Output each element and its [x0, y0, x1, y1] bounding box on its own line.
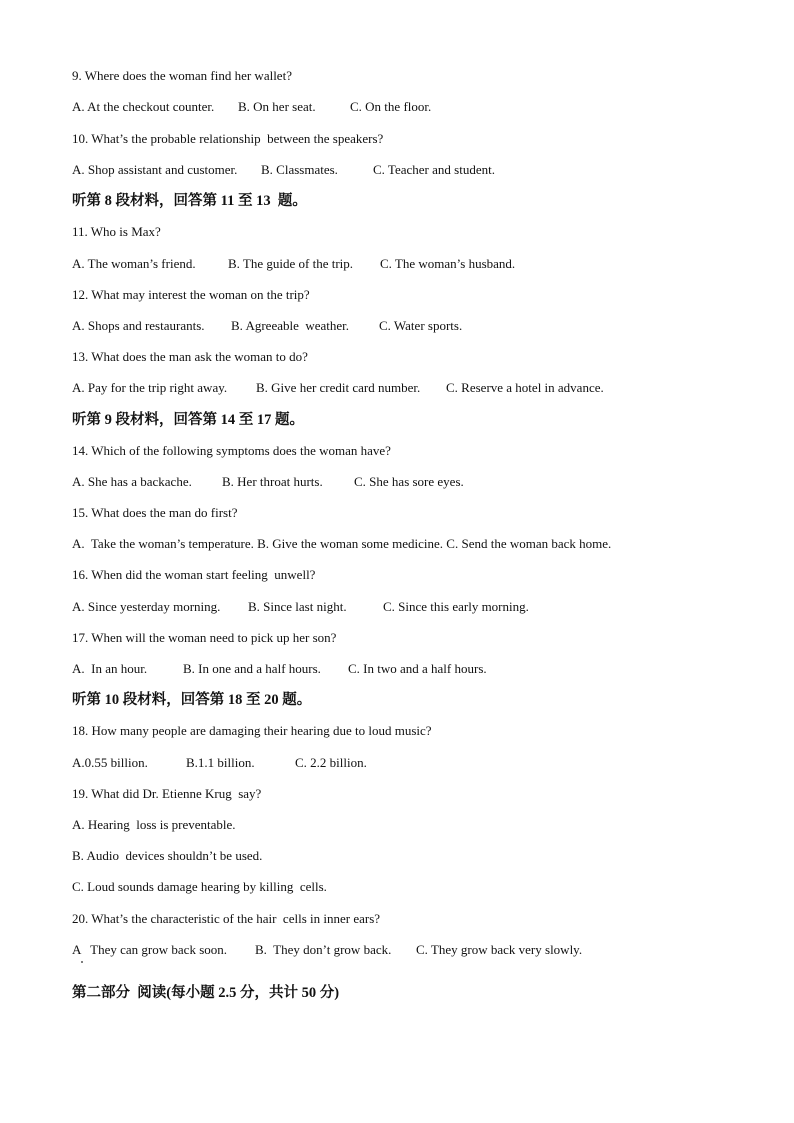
question-11-options: [72, 256, 515, 272]
question-19-option-b: B. Audio devices shouldn’t be used.: [72, 848, 263, 863]
question-14-options: [72, 474, 464, 490]
question-13-options: [72, 380, 604, 396]
question-14: 14. Which of the following symptoms does the woman have?: [72, 443, 391, 458]
question-19: 19. What did Dr. Etienne Krug say?: [72, 786, 262, 801]
option-b: B. Classmates.: [261, 162, 338, 177]
question-15-options: A. Take the woman’s temperature. B. Give the woman some medicine. C. Send the woman back home.: [72, 536, 612, 551]
question-19-option-c: C. Loud sounds damage hearing by killing cells.: [72, 879, 327, 894]
option-a: A. At the checkout counter.: [72, 99, 215, 114]
option-a: A. Shops and restaurants.: [72, 318, 205, 333]
option-b: B.1.1 billion.: [186, 755, 255, 770]
part-2-heading: 第二部分 阅读(每小题 2.5 分，共计 50 分): [72, 985, 340, 1001]
question-12-options: [72, 318, 462, 334]
option-c: C. Water sports.: [379, 318, 463, 333]
option-b: B. On her seat.: [238, 99, 316, 114]
option-c: C. Since this early morning.: [383, 599, 529, 614]
option-c: C. In two and a half hours.: [348, 661, 487, 676]
stray-dot: [81, 961, 83, 963]
option-b: B. Give her credit card number.: [256, 380, 421, 395]
question-17: 17. When will the woman need to pick up her son?: [72, 630, 337, 645]
option-c: C. On the floor.: [350, 99, 432, 114]
question-17-options: [72, 661, 487, 677]
section-10-heading: 听第 10 段材料，回答第 18 至 20 题。: [72, 692, 312, 708]
option-a: A. In an hour.: [72, 661, 148, 676]
question-9-options: [72, 99, 431, 115]
option-a: A. Shop assistant and customer.: [72, 162, 238, 177]
option-b: B. Agreeable weather.: [231, 318, 350, 333]
question-16-options: [72, 599, 529, 615]
option-c: C. Teacher and student.: [373, 162, 495, 177]
question-20-options: [72, 942, 582, 958]
question-13: 13. What does the man ask the woman to do?: [72, 349, 308, 364]
question-16: 16. When did the woman start feeling unwell?: [72, 567, 316, 582]
option-c: C. The woman’s husband.: [380, 256, 516, 271]
option-a: A. She has a backache.: [72, 474, 192, 489]
question-20: 20. What’s the characteristic of the hair cells in inner ears?: [72, 911, 381, 926]
question-12: 12. What may interest the woman on the trip?: [72, 287, 310, 302]
option-b: B. In one and a half hours.: [183, 661, 321, 676]
option-b: B. Since last night.: [248, 599, 347, 614]
question-10: 10. What’s the probable relationship between the speakers?: [72, 131, 384, 146]
question-9: 9. Where does the woman find her wallet?: [72, 68, 292, 83]
question-19-option-a: A. Hearing loss is preventable.: [72, 817, 236, 832]
option-a: A.0.55 billion.: [72, 755, 148, 770]
option-c: C. They grow back very slowly.: [416, 942, 583, 957]
question-18-options: [72, 755, 367, 771]
option-a: A. Since yesterday morning.: [72, 599, 221, 614]
option-b: B. The guide of the trip.: [228, 256, 354, 271]
option-b: B. They don’t grow back.: [255, 942, 392, 957]
section-8-heading: 听第 8 段材料，回答第 11 至 13 题。: [72, 193, 307, 209]
question-18: 18. How many people are damaging their hearing due to loud music?: [72, 723, 432, 738]
section-9-heading: 听第 9 段材料，回答第 14 至 17 题。: [72, 412, 304, 428]
option-b: B. Her throat hurts.: [222, 474, 323, 489]
option-c: C. Reserve a hotel in advance.: [446, 380, 604, 395]
option-a: A. The woman’s friend.: [72, 256, 196, 271]
option-c: C. She has sore eyes.: [354, 474, 464, 489]
option-c: C. 2.2 billion.: [295, 755, 367, 770]
question-15: 15. What does the man do first?: [72, 505, 238, 520]
option-a: A. Pay for the trip right away.: [72, 380, 228, 395]
option-a: A They can grow back soon.: [72, 942, 228, 957]
question-11: 11. Who is Max?: [72, 224, 161, 239]
question-10-options: [72, 162, 495, 178]
